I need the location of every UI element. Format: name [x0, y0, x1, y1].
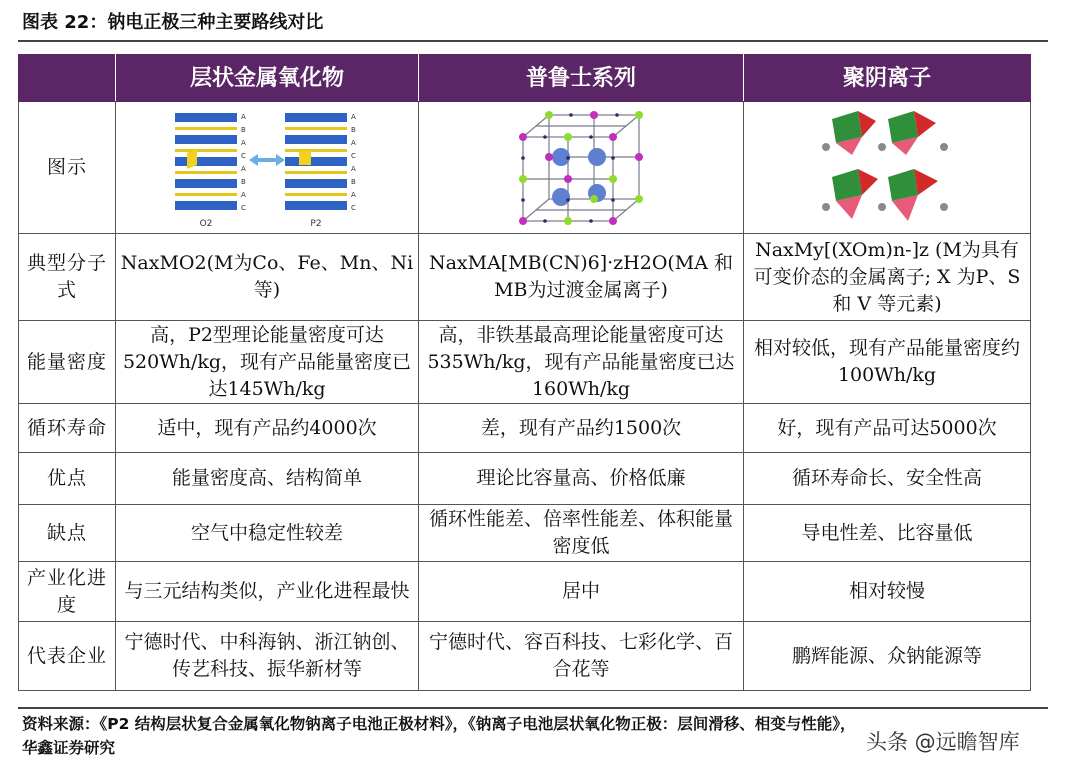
p2-label: P2 [310, 218, 322, 229]
table-row [19, 404, 1031, 453]
watermark: 头条 @远瞻智库 [866, 730, 1020, 754]
table-row [19, 562, 1031, 622]
svg-text:B: B [351, 125, 356, 134]
cycle-layered-oxide: 适中，现有产品约4000次 [116, 404, 419, 453]
row-label-figure: 图示 [19, 102, 116, 234]
formula-polyanion: NaxMy[(XOm)n-]z (M为具有可变价态的金属离子; X 为P、S 和 V 等元素) [744, 234, 1031, 321]
formula-prussian: NaxMA[MB(CN)6]·zH2O(MA 和MB为过渡金属离子) [419, 234, 744, 321]
companies-polyanion: 鹏辉能源、众钠能源等 [744, 622, 1031, 691]
cycle-prussian: 差，现有产品约1500次 [419, 404, 744, 453]
figure-title: 图表 22：钠电正极三种主要路线对比 [22, 12, 324, 33]
header-polyanion: 聚阴离子 [744, 55, 1031, 102]
double-arrow-icon [249, 154, 285, 166]
polyanion-structure-illustration [822, 107, 952, 229]
progress-layered-oxide: 与三元结构类似，产业化进程最快 [116, 562, 419, 622]
svg-text:A: A [351, 138, 356, 147]
o2-label: O2 [199, 218, 213, 229]
comparison-table [18, 54, 1031, 691]
figure-prussian [419, 102, 744, 234]
footer-divider [18, 707, 1048, 709]
cycle-polyanion: 好，现有产品可达5000次 [744, 404, 1031, 453]
svg-text:C: C [241, 151, 246, 160]
svg-text:A: A [241, 190, 246, 199]
title-divider [18, 40, 1048, 42]
cons-layered-oxide: 空气中稳定性较差 [116, 505, 419, 562]
header-layered-oxide: 层状金属氧化物 [116, 55, 419, 102]
cons-prussian: 循环性能差、倍率性能差、体积能量密度低 [419, 505, 744, 562]
header-prussian: 普鲁士系列 [419, 55, 744, 102]
progress-prussian: 居中 [419, 562, 744, 622]
source-note: 资料来源：《P2 结构层状复合金属氧化物钠离子电池正极材料》，《钠离子电池层状氧化物正极：层间滑移、相变与性能》，华鑫证券研究 [22, 715, 856, 757]
table-row [19, 102, 1031, 234]
svg-text:A: A [351, 112, 356, 121]
pros-polyanion: 循环寿命长、安全性高 [744, 453, 1031, 505]
row-label-cycle: 循环寿命 [19, 404, 116, 453]
pros-layered-oxide: 能量密度高、结构简单 [116, 453, 419, 505]
row-label-companies: 代表企业 [19, 622, 116, 691]
table-row [19, 234, 1031, 321]
figure-polyanion [744, 102, 1031, 234]
svg-text:C: C [351, 203, 356, 212]
companies-prussian: 宁德时代、容百科技、七彩化学、百合花等 [419, 622, 744, 691]
svg-text:C: C [351, 151, 356, 160]
header-empty [19, 55, 116, 102]
table-row [19, 505, 1031, 562]
table-row [19, 321, 1031, 404]
cons-polyanion: 导电性差、比容量低 [744, 505, 1031, 562]
row-label-energy: 能量密度 [19, 321, 116, 404]
companies-layered-oxide: 宁德时代、中科海钠、浙江钠创、传艺科技、振华新材等 [116, 622, 419, 691]
row-label-formula: 典型分子式 [19, 234, 116, 321]
svg-text:A: A [241, 112, 246, 121]
row-label-pros: 优点 [19, 453, 116, 505]
layered-structure-illustration [167, 105, 367, 231]
energy-layered-oxide: 高，P2型理论能量密度可达520Wh/kg，现有产品能量密度已达145Wh/kg [116, 321, 419, 404]
energy-prussian: 高，非铁基最高理论能量密度可达535Wh/kg，现有产品能量密度已达160Wh/kg [419, 321, 744, 404]
row-label-progress: 产业化进度 [19, 562, 116, 622]
svg-text:A: A [351, 164, 356, 173]
formula-layered-oxide: NaxMO2(M为Co、Fe、Mn、Ni等) [116, 234, 419, 321]
svg-text:B: B [241, 125, 246, 134]
svg-text:C: C [241, 203, 246, 212]
pros-prussian: 理论比容量高、价格低廉 [419, 453, 744, 505]
svg-text:A: A [241, 138, 246, 147]
svg-text:B: B [241, 177, 246, 186]
row-label-cons: 缺点 [19, 505, 116, 562]
progress-polyanion: 相对较慢 [744, 562, 1031, 622]
svg-text:A: A [351, 190, 356, 199]
prussian-lattice-illustration [511, 107, 651, 229]
figure-layered-oxide [116, 102, 419, 234]
table-row [19, 453, 1031, 505]
svg-text:B: B [351, 177, 356, 186]
svg-text:A: A [241, 164, 246, 173]
energy-polyanion: 相对较低，现有产品能量密度约100Wh/kg [744, 321, 1031, 404]
table-row [19, 622, 1031, 691]
header-row [19, 55, 1031, 102]
